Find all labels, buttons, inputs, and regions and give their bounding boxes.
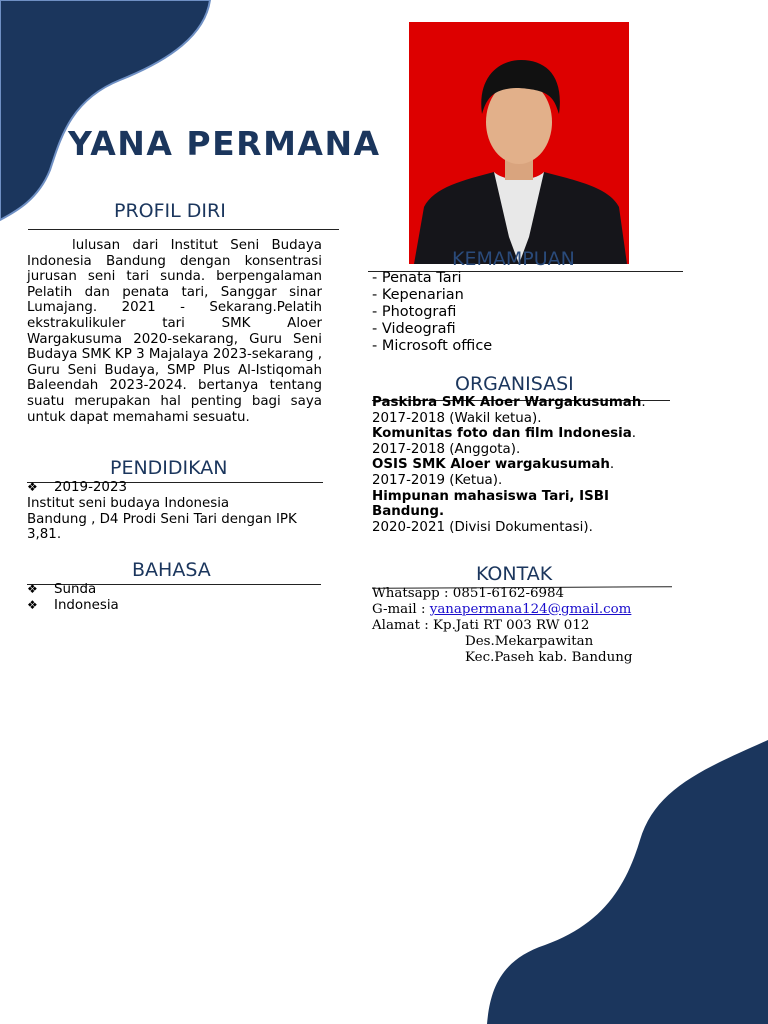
organization-item: Paskibra SMK Aloer Wargakusumah. <box>372 395 646 410</box>
contact-heading: KONTAK <box>476 563 553 585</box>
education-heading: PENDIDIKAN <box>110 457 228 479</box>
skill-item: - Microsoft office <box>372 338 493 354</box>
skill-item: - Penata Tari <box>372 270 462 286</box>
skill-item: - Videografi <box>372 321 456 337</box>
address-line: Kp.Jati RT 003 RW 012 <box>433 617 590 633</box>
skill-item: - Photografi <box>372 304 457 320</box>
person-name: YANA PERMANA <box>68 124 381 163</box>
organization-name: OSIS SMK Aloer wargakusumah <box>372 457 610 473</box>
education-years-item <box>27 480 127 496</box>
organization-item: OSIS SMK Aloer wargakusumah. <box>372 457 615 473</box>
language-label: Sunda <box>54 582 97 597</box>
whatsapp-label: Whatsapp : <box>372 586 449 601</box>
diamond-bullet-icon: ❖ <box>27 480 38 494</box>
whatsapp-number: 0851-6162-6984 <box>452 586 565 601</box>
organizations-heading: ORGANISASI <box>455 373 574 395</box>
organization-name: Komunitas foto dan film Indonesia <box>372 426 632 442</box>
profile-divider <box>28 229 339 230</box>
email-label: G-mail : <box>372 601 426 617</box>
contact-address-row <box>372 618 632 634</box>
person-silhouette <box>409 22 629 264</box>
organization-period: 2020-2021 (Divisi Dokumentasi). <box>372 519 593 535</box>
organization-period: 2017-2019 (Ketua). <box>372 472 503 488</box>
profile-heading: PROFIL DIRI <box>114 200 226 222</box>
contact-block <box>372 586 632 666</box>
organization-item: Komunitas foto dan film Indonesia. <box>372 426 637 442</box>
organizations-list <box>372 395 646 535</box>
email-link[interactable]: yanapermana124@gmail.com <box>429 601 632 617</box>
skill-item: - Kepenarian <box>372 287 464 303</box>
contact-email-row <box>372 602 632 618</box>
education-institution: Institut seni budaya Indonesia <box>27 496 230 511</box>
language-item <box>27 582 96 598</box>
languages-heading: BAHASA <box>132 559 211 581</box>
language-item <box>27 598 119 614</box>
skills-heading: KEMAMPUAN <box>452 248 575 270</box>
organization-name: Paskibra SMK Aloer Wargakusumah <box>372 395 642 410</box>
address-line: Des.Mekarpawitan <box>465 633 594 649</box>
address-line: Kec.Paseh kab. Bandung <box>465 649 633 665</box>
organization-item <box>372 489 632 520</box>
education-program: Bandung , D4 Prodi Seni Tari dengan IPK <box>27 512 297 527</box>
profile-text <box>27 238 322 425</box>
address-label: Alamat : <box>372 617 429 633</box>
profile-photo <box>409 22 629 264</box>
education-years: 2019-2023 <box>54 480 127 495</box>
profile-paragraph: lulusan dari Institut Seni Budaya Indonesia Bandung dengan konsentrasi jurusan seni tari sunda. berpengalaman Pelatih dan penata tari, Sanggar sinar Lumajang. 2021 - Sekarang.Pelatih ekstrakulikuler tari SMK Aloer Wargakusuma 2020-sekarang, Guru Seni Budaya SMK KP 3 Majalaya 2023-sekarang , Guru Seni Budaya, SMP Plus Al-Istiqomah Baleendah 2023-2024. bertanya tentang suatu merupakan hal penting bagi saya untuk dapat memahami sesuatu. <box>27 238 322 425</box>
diamond-bullet-icon: ❖ <box>27 598 38 612</box>
organization-period: 2017-2018 (Wakil ketua). <box>372 410 542 426</box>
education-gpa: 3,81. <box>27 527 62 542</box>
top-left-wave <box>0 0 210 220</box>
language-label: Indonesia <box>54 598 119 613</box>
organization-period: 2017-2018 (Anggota). <box>372 441 521 457</box>
bottom-right-wave <box>487 740 768 1024</box>
organization-name: Himpunan mahasiswa Tari, ISBI Bandung. <box>372 488 609 520</box>
diamond-bullet-icon: ❖ <box>27 582 38 596</box>
contact-whatsapp-row <box>372 586 632 602</box>
skills-list <box>372 270 492 355</box>
